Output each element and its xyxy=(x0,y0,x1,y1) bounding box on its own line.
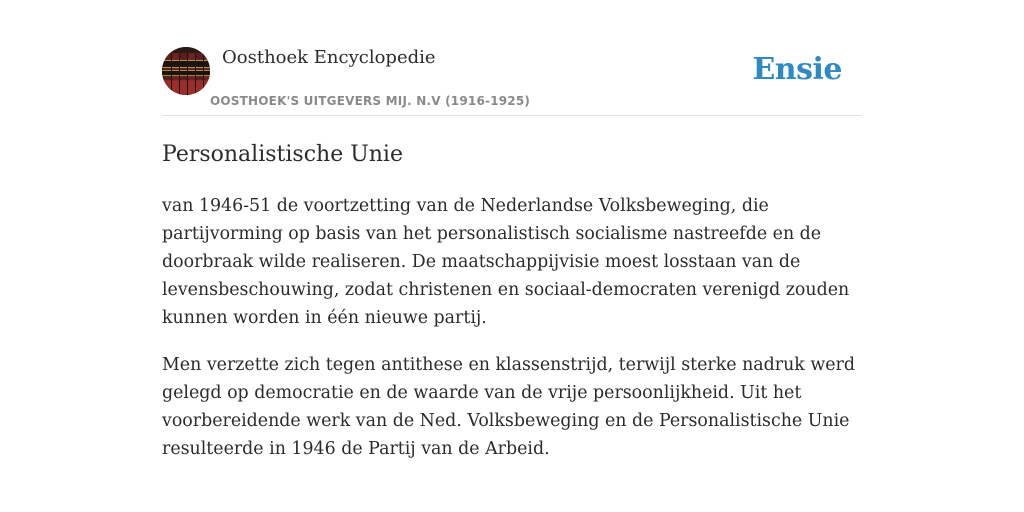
article-body xyxy=(162,192,867,482)
source-header xyxy=(162,46,862,116)
article-title: Personalistische Unie xyxy=(162,142,403,167)
article-paragraph: van 1946-51 de voortzetting van de Nederlandse Volksbeweging, die partijvorming op basis van het personalistisch socialisme nastreefde en de doorbraak wilde realiseren. De maatschappijvisie moest losstaan van de levensbeschouwing, zodat christenen en sociaal-democraten verenigd zouden kunnen worden in één nieuwe partij. xyxy=(162,196,850,328)
source-name[interactable]: Oosthoek Encyclopedie xyxy=(222,47,436,68)
ensie-logo[interactable]: Ensie xyxy=(752,52,842,87)
article-paragraph: Men verzette zich tegen antithese en klassenstrijd, terwijl sterke nadruk werd gelegd op democratie en de waarde van de vrije persoonlijkheid. Uit het voorbereidende werk van de Ned. Volksbeweging en de Personalistische Unie resulteerde in 1946 de Partij van de Arbeid. xyxy=(162,355,855,459)
encyclopedia-books-icon xyxy=(162,47,210,95)
header-divider xyxy=(162,115,862,116)
publisher-label: OOSTHOEK'S UITGEVERS MIJ. N.V (1916-1925) xyxy=(210,94,531,108)
